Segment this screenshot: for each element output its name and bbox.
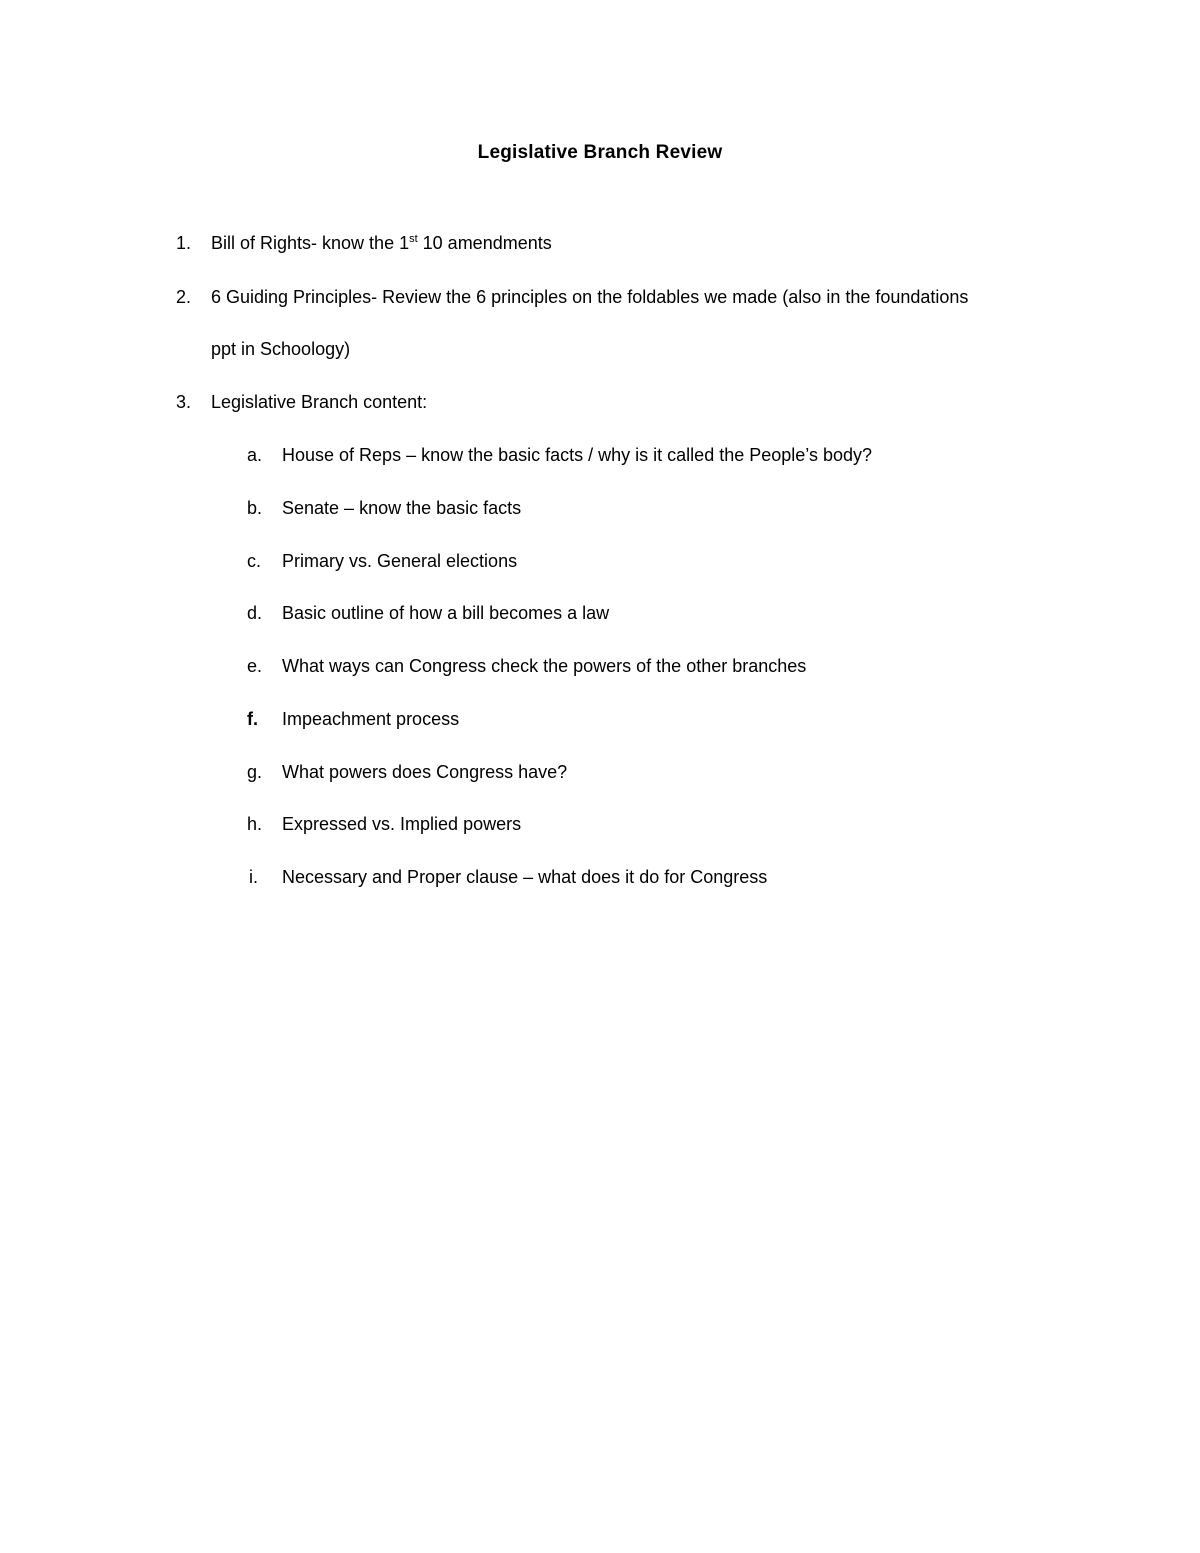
- subitem-e-text: What ways can Congress check the powers of the other branches: [282, 656, 807, 676]
- item-2-number: 2.: [176, 287, 192, 307]
- subitem-i-letter: i.: [249, 867, 258, 887]
- item-1-text-before: Bill of Rights- know the 1: [211, 233, 410, 253]
- item-3-number: 3.: [176, 392, 192, 412]
- item-1-number: 1.: [176, 233, 192, 253]
- item-1-text: [211, 231, 552, 255]
- subitem-f-text: Impeachment process: [282, 709, 460, 729]
- subitem-a-letter: a.: [247, 445, 263, 465]
- item-1-text-after: 10 amendments: [417, 233, 552, 253]
- item-2-line-1: 6 Guiding Principles- Review the 6 principles on the foldables we made (also in the foundations: [211, 287, 969, 307]
- subitem-a-text: House of Reps – know the basic facts / why is it called the People’s body?: [282, 445, 872, 465]
- subitem-c-text: Primary vs. General elections: [282, 551, 518, 571]
- subitem-b-letter: b.: [247, 498, 263, 518]
- subitem-d-letter: d.: [247, 603, 263, 623]
- subitem-i-text: Necessary and Proper clause – what does it do for Congress: [282, 867, 768, 887]
- item-1-superscript: st: [409, 233, 418, 245]
- subitem-h-text: Expressed vs. Implied powers: [282, 814, 522, 834]
- subitem-g-text: What powers does Congress have?: [282, 762, 568, 782]
- subitem-e-letter: e.: [247, 656, 263, 676]
- subitem-h-letter: h.: [247, 814, 263, 834]
- page-title: Legislative Branch Review: [477, 142, 723, 163]
- subitem-g-letter: g.: [247, 762, 263, 782]
- subitem-c-letter: c.: [247, 551, 262, 571]
- subitem-d-text: Basic outline of how a bill becomes a law: [282, 603, 610, 623]
- item-2-line-2: ppt in Schoology): [211, 339, 351, 359]
- subitem-f-letter: f.: [247, 709, 258, 729]
- item-3-text: Legislative Branch content:: [211, 392, 428, 412]
- subitem-b-text: Senate – know the basic facts: [282, 498, 522, 518]
